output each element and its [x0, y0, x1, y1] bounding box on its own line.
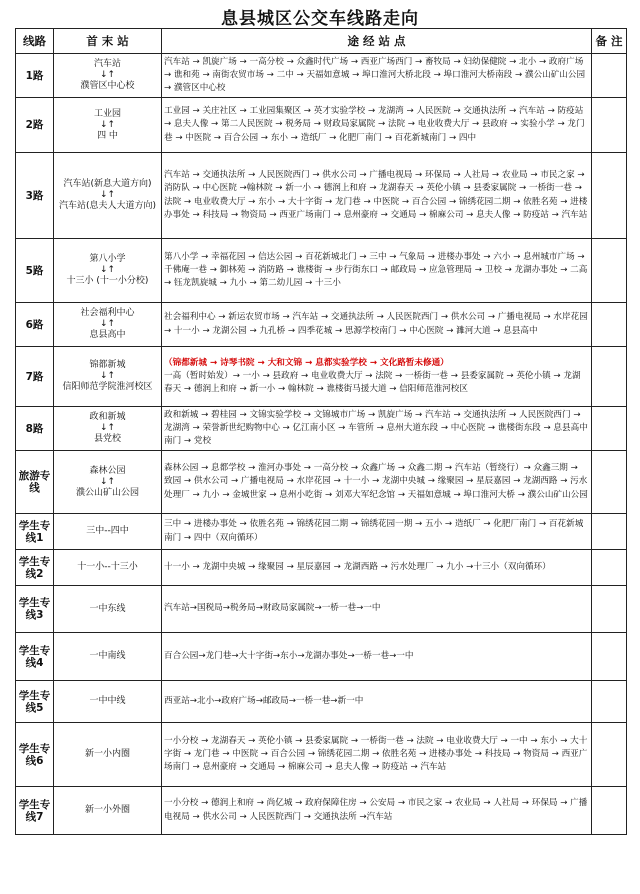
table-row — [16, 514, 627, 550]
stops-text: 百合公园→龙门巷→大十字街→东小→龙湖办事处→一桥一巷→一中 — [164, 650, 414, 661]
route-terminals — [54, 451, 162, 514]
route-name: 5路 — [16, 239, 54, 303]
route-stops — [162, 407, 592, 451]
table-row — [16, 54, 627, 98]
route-note — [592, 347, 627, 407]
table-row — [16, 550, 627, 586]
terminal-text: ↓↑ — [99, 319, 116, 329]
route-note — [592, 407, 627, 451]
route-name: 旅游专线 — [16, 451, 54, 514]
terminal-text: 一中南线 — [89, 651, 126, 661]
route-stops — [162, 586, 592, 633]
route-note — [592, 681, 627, 723]
stops-text: 一小分校 → 龙湖春天 → 英伦小镇 → 县委家属院 → 一桥街一巷 → 法院 → 电业收费大厅 → 一中 → 东小 → 大十字街 → 龙门巷 → 中医院 → 百合公园 → 锦绣花园二期 → 依胜名苑 → 进楼办事处 → 科技局 → 物资局 → 西亚广场南门 → 息州豪府 → 交通局 → 棉麻公司 → 息夫人像 → 防疫站 → 汽车站 — [164, 735, 588, 773]
route-terminals — [54, 153, 162, 239]
route-name: 学生专线2 — [16, 550, 54, 586]
stops-text: 第八小学 → 幸福花园 → 信达公园 → 百花新城北门 → 三中 → 气象局 → 进楼办事处 → 六小 → 息州城市广场 → 千佛庵一巷 → 御林苑 → 消防路 → 谯楼街 → 步行街东口 → 邮政局 → 应急管理局 → 卫校 → 龙湖办事处 → 二高 → 钰龙凯旋城 → 九小 → 第二幼儿园 → 十三小 — [164, 251, 588, 289]
route-name: 7路 — [16, 347, 54, 407]
terminal-text: 新一小外圈 — [84, 805, 130, 815]
route-terminals — [54, 723, 162, 787]
route-stops — [162, 633, 592, 681]
stops-text: 政和新城 → 碧桂园 → 文锦实验学校 → 文锦城市广场 → 凯旋广场 → 汽车站 → 交通执法所 → 人民医院西门 → 龙湖湾 → 荣誉新世纪购物中心 → 亿江南小区 → 车管所 → 息州大道东段 → 中心医院 → 谯楼街东段 → 息县高中南门 → 党校 — [164, 409, 588, 447]
stops-text: 森林公园 → 息都学校 → 淮河办事处 → 一高分校 → 众鑫广场 → 众鑫二期 → 汽车站（暂绕行）→ 众鑫三期 → 致园 → 供水公司 → 广播电视局 → 水岸花园 → 十一小 → 龙湖中央城 → 缘聚园 → 星辰嘉园 → 龙湖西路 → 污水处理厂 → 九小 → 金城世家 → 息州小吃街 → 刘邓大军纪念馆 → 天福如意城 → 埠口淮河大桥 → 濮公山矿山公园 — [164, 463, 588, 500]
route-note — [592, 633, 627, 681]
table-row — [16, 451, 627, 514]
route-name: 8路 — [16, 407, 54, 451]
table-row — [16, 239, 627, 303]
route-stops — [162, 451, 592, 514]
route-stops — [162, 347, 592, 407]
table-row — [16, 98, 627, 153]
terminal-text: 信阳师范学院淮河校区 — [62, 382, 153, 392]
terminal-text: 工业园 — [93, 108, 121, 119]
route-terminals — [54, 586, 162, 633]
table-row — [16, 303, 627, 347]
terminal-text: 汽车站(息夫人大道方向) — [58, 201, 157, 211]
stops-text: 汽车站 → 凯旋广场 → 一高分校 → 众鑫时代广场 → 西亚广场西门 → 畜牧局 → 妇幼保健院 → 北小 → 政府广场 → 谯和苑 → 南街农贸市场 → 二中 → 天福如意城 → 埠口淮河大桥北段 → 埠口淮河大桥南段 → 濮公山矿山公园 → 濮管区中心校 — [164, 56, 586, 94]
stops-text: 汽车站 → 交通执法所 → 人民医院西门 → 供水公司 → 广播电视局 → 环保局 → 人社局 → 农业局 → 市民之家 → 消防队 → 中心医院 →翰林院 → 新一小 → 德润上和府 → 龙湖春天 → 英伦小镇 → 县委家属院 → 一桥街一巷 → 法院 → 电业收费大厅 → 东小 → 大十字街 → 龙门巷 → 中医院 → 百合公园 → 锦绣花园二期 → 依胜名苑 → 进楼办事处 → 科技局 → 物资局 → 西亚广场南门 → 息州豪府 → 交通局 → 棉麻公司 → 息夫人像 → 防疫站 → 汽车站 — [164, 170, 588, 220]
route-terminals — [54, 98, 162, 153]
route-stops — [162, 239, 592, 303]
table-row — [16, 723, 627, 787]
route-name: 学生专线5 — [16, 681, 54, 723]
route-terminals — [54, 347, 162, 407]
stops-text: 社会福利中心 → 新运农贸市场 → 汽车站 → 交通执法所 → 人民医院西门 → 供水公司 → 广播电视局 → 水岸花园 → 十一小 → 龙湖公园 → 九孔桥 → 四季花城 → 思源学校南门 → 中心医院 → 濉河大道 → 息县高中 — [164, 312, 588, 336]
terminal-text: 新一小内圈 — [84, 749, 130, 759]
route-name: 学生专线4 — [16, 633, 54, 681]
terminal-text: ↓↑ — [99, 265, 116, 275]
route-terminals — [54, 633, 162, 681]
terminal-text: ↓↑ — [99, 119, 116, 130]
route-name: 学生专线7 — [16, 787, 54, 835]
route-name: 6路 — [16, 303, 54, 347]
route-name: 学生专线6 — [16, 723, 54, 787]
route-stops — [162, 54, 592, 98]
route-note — [592, 586, 627, 633]
route-terminals — [54, 787, 162, 835]
header-row — [16, 29, 627, 54]
route-stops — [162, 514, 592, 550]
terminal-text: 政和新城 — [89, 412, 126, 422]
terminal-text: 森林公园 — [89, 465, 126, 476]
route-terminals — [54, 54, 162, 98]
terminal-text: ↓↑ — [99, 476, 116, 487]
page-title: 息县城区公交车线路走向 — [221, 9, 419, 29]
route-name: 3路 — [16, 153, 54, 239]
terminal-text: 汽车站(新息大道方向) — [63, 179, 152, 189]
stops-text: 三中 → 进楼办事处 → 依胜名苑 → 锦绣花园二期 → 锦绣花园一期 → 五小 → 造纸厂 → 化肥厂南门 → 百花新城南门 → 四中（双向循环） — [164, 519, 584, 543]
table-row — [16, 586, 627, 633]
table-row — [16, 787, 627, 835]
route-terminals — [54, 239, 162, 303]
route-name: 1路 — [16, 54, 54, 98]
route-stops — [162, 681, 592, 723]
table-row — [16, 633, 627, 681]
terminal-text: 汽车站 — [93, 59, 121, 69]
route-terminals — [54, 514, 162, 550]
terminal-text: 濮管区中心校 — [80, 81, 135, 91]
route-note — [592, 98, 627, 153]
route-terminals — [54, 303, 162, 347]
terminal-text: 锦都新城 — [89, 360, 126, 370]
route-note — [592, 550, 627, 586]
route-name: 学生专线1 — [16, 514, 54, 550]
terminal-text: 十三小 (十一小分校) — [66, 276, 149, 286]
route-name: 2路 — [16, 98, 54, 153]
stops-text: 一高（暂时始发）→ 一小 → 县政府 → 电业收费大厅 → 法院 → 一桥街一巷 → 县委家属院 → 英伦小镇 → 龙湖春天 → 德润上和府 → 新一小 → 翰林院 → 谯楼街马援大道 → 信阳师范淮河校区 — [164, 370, 581, 395]
terminal-text: 三中--四中 — [86, 526, 129, 536]
route-stops — [162, 303, 592, 347]
route-terminals — [54, 407, 162, 451]
route-notice: （锦都新城 → 诗琴书院 → 大和文锦 → 息都实验学校 → 文化路暂未修通） — [164, 357, 449, 368]
table-row — [16, 681, 627, 723]
route-note — [592, 239, 627, 303]
stops-text: 一小分校 → 德润上和府 → 尚亿城 → 政府保障住房 → 公安局 → 市民之家 → 农业局 → 人社局 → 环保局 → 广播电视局 → 供水公司 → 人民医院西门 → 交通执法所 →汽车站 — [164, 798, 588, 822]
terminal-text: 息县高中 — [89, 330, 126, 340]
header-line: 线路 — [16, 29, 54, 54]
route-stops — [162, 153, 592, 239]
route-stops — [162, 98, 592, 153]
routes-table — [15, 28, 627, 835]
header-stops: 途 经 站 点 — [162, 29, 592, 54]
route-note — [592, 303, 627, 347]
terminal-text: 第八小学 — [89, 254, 126, 264]
header-ends: 首 末 站 — [54, 29, 162, 54]
terminal-text: ↓↑ — [99, 371, 116, 381]
stops-text: 西亚站→北小→政府广场→邮政局→一桥一巷→新一中 — [164, 695, 364, 706]
header-note: 备 注 — [592, 29, 627, 54]
route-note — [592, 723, 627, 787]
route-note — [592, 787, 627, 835]
terminal-text: 一中东线 — [89, 603, 126, 614]
terminal-text: 县党校 — [93, 434, 121, 444]
stops-text: 十一小 → 龙湖中央城 → 缘聚园 → 星辰嘉园 → 龙湖西路 → 污水处理厂 → 九小 →十三小（双向循环） — [164, 561, 551, 572]
terminal-text: 社会福利中心 — [80, 308, 135, 318]
route-stops — [162, 550, 592, 586]
terminal-text: 濮公山矿山公园 — [75, 487, 139, 498]
terminal-text: 十一小--十三小 — [77, 562, 138, 572]
terminal-text: ↓↑ — [99, 423, 116, 433]
route-note — [592, 153, 627, 239]
stops-text: 工业园 → 关庄社区 → 工业园集聚区 → 英才实验学校 → 龙湖湾 → 人民医院 → 交通执法所 → 汽车站 → 防疫站 → 息夫人像 → 第二人民医院 → 税务局 → 财政局家属院 → 法院 → 电业收费大厅 → 县政府 → 实验小学 → 龙门巷 → 中医院 → 百合公园 → 东小 → 造纸厂 → 化肥厂南门 → 百花新城南门 → 四中 — [164, 106, 585, 143]
table-row — [16, 347, 627, 407]
route-note — [592, 451, 627, 514]
terminal-text: ↓↑ — [99, 190, 116, 200]
terminal-text: ↓↑ — [99, 70, 116, 80]
route-note — [592, 514, 627, 550]
route-note — [592, 54, 627, 98]
route-terminals — [54, 550, 162, 586]
route-terminals — [54, 681, 162, 723]
terminal-text: 四 中 — [97, 130, 118, 141]
terminal-text: 一中中线 — [89, 696, 126, 706]
table-row — [16, 407, 627, 451]
table-row — [16, 153, 627, 239]
route-stops — [162, 787, 592, 835]
stops-text: 汽车站→国税局→税务局→财政局家属院→一桥一巷→一中 — [164, 603, 381, 614]
route-name: 学生专线3 — [16, 586, 54, 633]
route-stops — [162, 723, 592, 787]
